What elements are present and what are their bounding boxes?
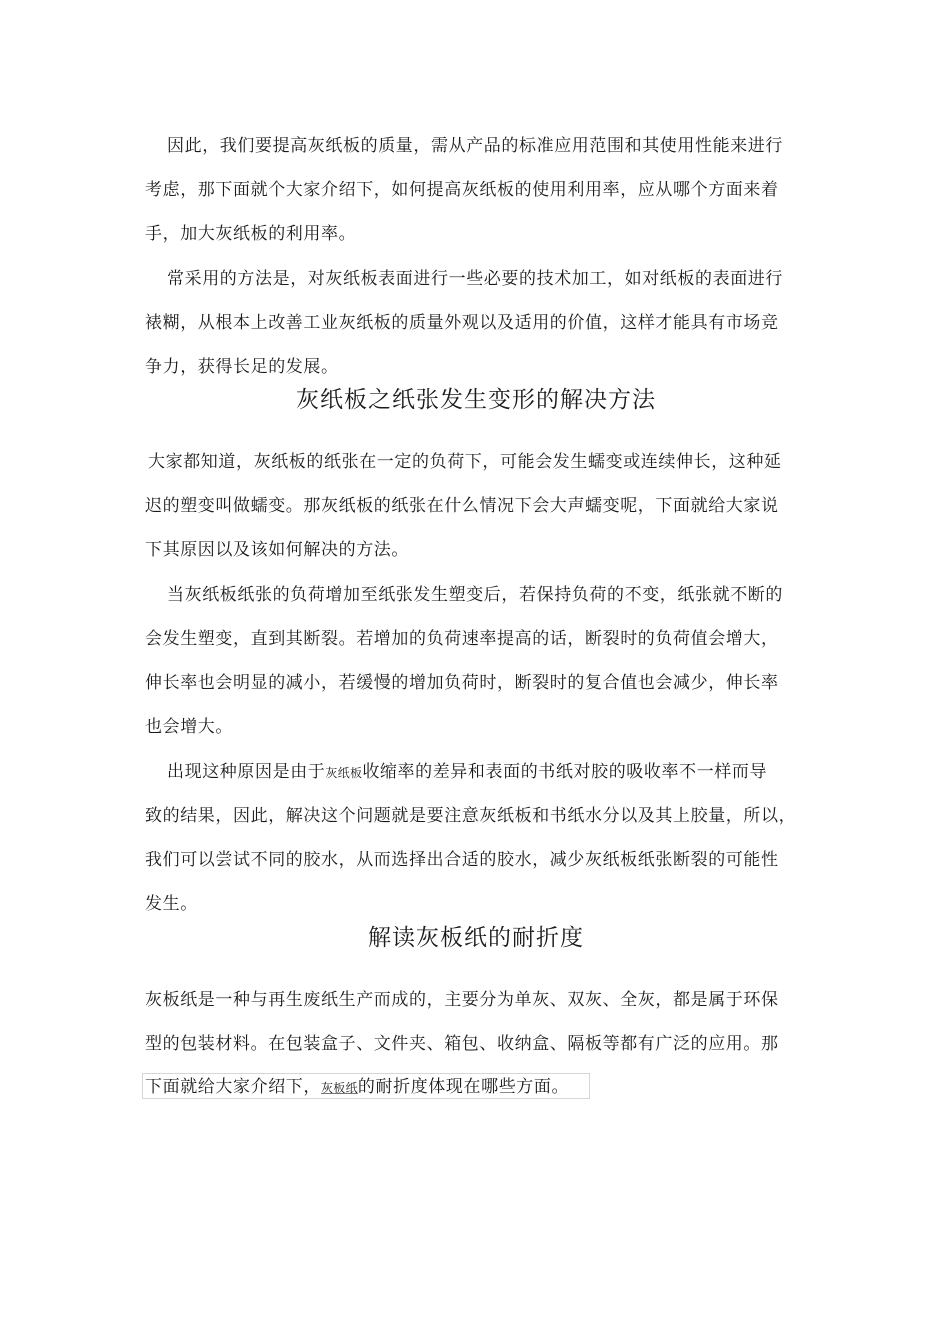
paragraph-2-line-3: 争力，获得长足的发展。 (145, 357, 339, 377)
paragraph-3-line-3: 下其原因以及该如何解决的方法。 (145, 540, 409, 560)
paragraph-6-line-3-end: 的耐折度体现在哪些方面。 (357, 1077, 570, 1097)
paragraph-5-line-2: 致的结果，因此，解决这个问题就是要注意灰纸板和书纸水分以及其上胶量，所以， (145, 806, 797, 826)
paragraph-1-line-2: 考虑，那下面就个大家介绍下，如何提高灰纸板的使用利用率，应从哪个方面来着 (145, 180, 779, 200)
paragraph-5-line-1-end: 收缩率的差异和表面的书纸对胶的吸收率不一样而导 (362, 762, 768, 782)
paragraph-5-line-1-start: 出现这种原因是由于 (167, 762, 326, 782)
paragraph-3-line-2: 迟的塑变叫做蠕变。那灰纸板的纸张在什么情况下会大声蠕变呢，下面就给大家说 (145, 496, 779, 516)
paragraph-2-line-1: 常采用的方法是，对灰纸板表面进行一些必要的技术加工，如对纸板的表面进行 (167, 269, 783, 289)
section-heading-folding-endurance: 解读灰板纸的耐折度 (368, 925, 584, 951)
inline-term-gray-board: 灰纸板 (325, 766, 363, 780)
paragraph-4-line-3: 伸长率也会明显的减小，若缓慢的增加负荷时，断裂时的复合值也会减少，伸长率 (145, 673, 779, 693)
paragraph-1-line-1: 因此，我们要提高灰纸板的质量，需从产品的标准应用范围和其使用性能来进行 (167, 136, 783, 156)
paragraph-2-line-2: 裱糊，从根本上改善工业灰纸板的质量外观以及适用的价值，这样才能具有市场竞 (145, 313, 779, 333)
section-heading-deformation: 灰纸板之纸张发生变形的解决方法 (296, 387, 656, 413)
paragraph-6-line-3 (145, 1075, 569, 1100)
paragraph-5-line-4: 发生。 (145, 894, 198, 914)
paragraph-6-line-3-start: 下面就给大家介绍下， (145, 1077, 321, 1097)
paragraph-4-line-4: 也会增大。 (145, 717, 233, 737)
paragraph-4-line-1: 当灰纸板纸张的负荷增加至纸张发生塑变后，若保持负荷的不变，纸张就不断的 (167, 585, 783, 605)
paragraph-5-line-3: 我们可以尝试不同的胶水，从而选择出合适的胶水，减少灰纸板纸张断裂的可能性 (145, 850, 779, 870)
paragraph-5-line-1 (167, 760, 767, 785)
paragraph-1-line-3: 手，加大灰纸板的利用率。 (145, 224, 357, 244)
paragraph-3-line-1: 大家都知道，灰纸板的纸张在一定的负荷下，可能会发生蠕变或连续伸长，这种延 (148, 452, 782, 472)
inline-link-gray-paperboard[interactable]: 灰板纸 (321, 1081, 358, 1095)
paragraph-6-line-2: 型的包装材料。在包装盒子、文件夹、箱包、收纳盒、隔板等都有广泛的应用。那 (145, 1034, 779, 1054)
paragraph-6-line-1: 灰板纸是一种与再生废纸生产而成的，主要分为单灰、双灰、全灰，都是属于环保 (145, 990, 779, 1010)
paragraph-4-line-2: 会发生塑变，直到其断裂。若增加的负荷速率提高的话，断裂时的负荷值会增大， (145, 629, 779, 649)
